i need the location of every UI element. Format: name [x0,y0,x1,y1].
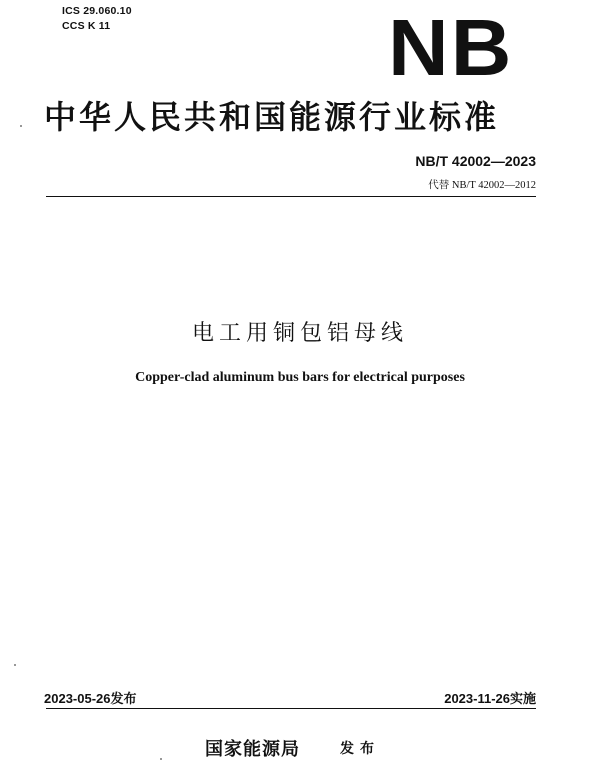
implementation-date: 2023-11-26实施 [444,691,536,706]
issuing-authority: 国家能源局 [205,739,300,760]
scan-speck [20,125,22,127]
scan-speck [160,758,162,760]
standard-category-heading: 中华人民共和国能源行业标准 [44,98,500,136]
replaces-standard: 代替 NB/T 42002—2012 [428,180,536,191]
header-divider [46,196,536,197]
nb-logo: NB [388,3,514,92]
publish-label: 发布 [340,741,380,757]
footer-divider [46,708,536,709]
scan-speck [14,664,16,666]
document-title-chinese: 电工用铜包铝母线 [191,321,408,346]
document-title-english: Copper-clad aluminum bus bars for electrical purposes [135,370,465,385]
issue-date: 2023-05-26发布 [44,691,137,706]
standard-number: NB/T 42002—2023 [415,153,536,169]
ics-code: ICS 29.060.10 [62,5,132,17]
ccs-code: CCS K 11 [62,20,111,32]
